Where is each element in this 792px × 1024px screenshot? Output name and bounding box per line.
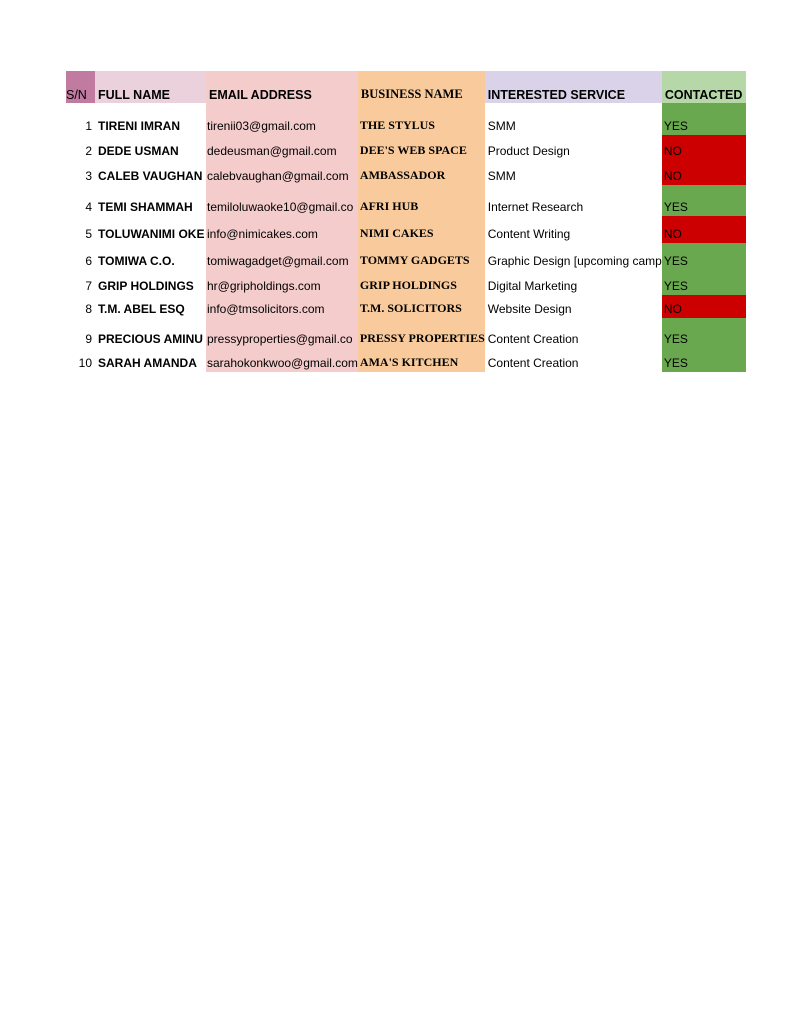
cell-service: Content Creation xyxy=(487,356,579,370)
cell-email: info@nimicakes.com xyxy=(206,216,358,243)
cell-service: Graphic Design [upcoming camp xyxy=(487,254,662,268)
table-row xyxy=(66,135,746,160)
cell-email: temiloluwaoke10@gmail.co xyxy=(206,185,358,216)
cell-business: GRIP HOLDINGS xyxy=(358,270,485,295)
cell-contacted: YES xyxy=(662,243,746,270)
header-email: EMAIL ADDRESS xyxy=(206,71,358,103)
cell-business: PRESSY PROPERTIES xyxy=(358,318,485,348)
cell-service: Content Writing xyxy=(487,227,571,241)
leads-table xyxy=(66,71,746,372)
cell-full-name: PRECIOUS AMINU xyxy=(98,332,203,346)
table-row xyxy=(66,185,746,216)
cell-contacted: YES xyxy=(662,113,746,135)
header-service: INTERESTED SERVICE xyxy=(485,71,662,103)
cell-email: dedeusman@gmail.com xyxy=(206,135,358,160)
cell-contacted: YES xyxy=(662,185,746,216)
cell-sn: 9 xyxy=(85,332,92,346)
cell-sn: 1 xyxy=(85,119,92,133)
header-row xyxy=(66,71,746,103)
cell-full-name: TOLUWANIMI OKE xyxy=(98,227,205,241)
cell-service: Website Design xyxy=(487,302,572,316)
cell-business: NIMI CAKES xyxy=(358,216,485,243)
cell-email: info@tmsolicitors.com xyxy=(206,295,358,318)
cell-sn: 8 xyxy=(85,302,92,316)
cell-sn: 5 xyxy=(85,227,92,241)
table-row xyxy=(66,216,746,243)
cell-full-name: T.M. ABEL ESQ xyxy=(98,302,185,316)
cell-full-name: TOMIWA C.O. xyxy=(98,254,175,268)
cell-sn: 7 xyxy=(85,279,92,293)
cell-service: SMM xyxy=(487,169,516,183)
header-contacted: CONTACTED xyxy=(662,71,746,103)
cell-full-name: SARAH AMANDA xyxy=(98,356,197,370)
cell-contacted: NO xyxy=(662,160,746,185)
cell-business: AMA'S KITCHEN xyxy=(358,348,485,372)
table-row xyxy=(66,348,746,372)
cell-contacted: NO xyxy=(662,295,746,318)
header-business: BUSINESS NAME xyxy=(358,71,485,103)
cell-full-name: TIRENI IMRAN xyxy=(98,119,180,133)
cell-contacted: YES xyxy=(662,270,746,295)
cell-sn: 6 xyxy=(85,254,92,268)
table-row xyxy=(66,243,746,270)
cell-service: Product Design xyxy=(487,144,570,158)
table-row xyxy=(66,270,746,295)
cell-business: THE STYLUS xyxy=(358,113,485,135)
cell-email: tomiwagadget@gmail.com xyxy=(206,243,358,270)
cell-email: tirenii03@gmail.com xyxy=(206,113,358,135)
cell-email: pressyproperties@gmail.co xyxy=(206,318,358,348)
cell-business: AFRI HUB xyxy=(358,185,485,216)
cell-business: T.M. SOLICITORS xyxy=(358,295,485,318)
table-row xyxy=(66,160,746,185)
cell-email: sarahokonkwoo@gmail.com xyxy=(206,348,358,372)
cell-service: Content Creation xyxy=(487,332,579,346)
cell-contacted: YES xyxy=(662,348,746,372)
cell-email: calebvaughan@gmail.com xyxy=(206,160,358,185)
cell-business: TOMMY GADGETS xyxy=(358,243,485,270)
cell-email: hr@gripholdings.com xyxy=(206,270,358,295)
header-full-name: FULL NAME xyxy=(95,71,206,103)
leads-sheet xyxy=(66,71,746,372)
table-row xyxy=(66,318,746,348)
cell-full-name: DEDE USMAN xyxy=(98,144,179,158)
header-sn: S/N xyxy=(66,71,95,103)
cell-contacted: NO xyxy=(662,216,746,243)
cell-sn: 10 xyxy=(78,356,92,370)
cell-sn: 2 xyxy=(85,144,92,158)
cell-service: Internet Research xyxy=(487,200,584,214)
table-row xyxy=(66,295,746,318)
cell-business: DEE'S WEB SPACE xyxy=(358,135,485,160)
table-row xyxy=(66,113,746,135)
cell-sn: 3 xyxy=(85,169,92,183)
cell-business: AMBASSADOR xyxy=(358,160,485,185)
cell-full-name: TEMI SHAMMAH xyxy=(98,200,193,214)
cell-service: Digital Marketing xyxy=(487,279,578,293)
cell-service: SMM xyxy=(487,119,516,133)
cell-full-name: GRIP HOLDINGS xyxy=(98,279,194,293)
spacer-row xyxy=(66,103,746,113)
cell-contacted: NO xyxy=(662,135,746,160)
cell-full-name: CALEB VAUGHAN xyxy=(98,169,203,183)
cell-contacted: YES xyxy=(662,318,746,348)
cell-sn: 4 xyxy=(85,200,92,214)
